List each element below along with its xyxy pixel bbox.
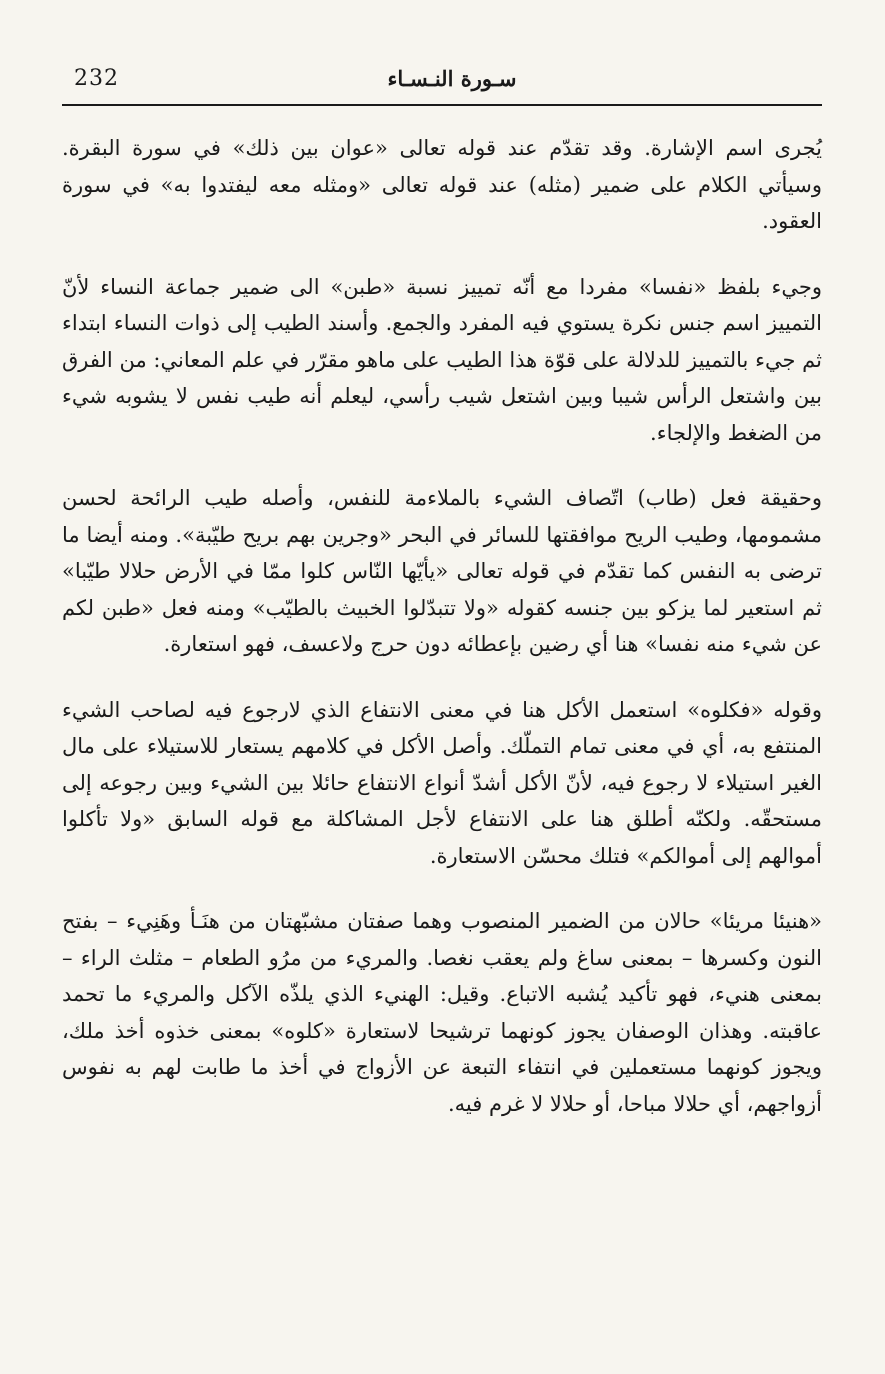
- paragraph-2: وجيء بلفظ «نفسا» مفردا مع أنّه تمييز نسبة «طبن» الى ضمير جماعة النساء لأنّ التمييز اسم جنس نكرة يستوي فيه المفرد والجمع. وأسند الطيب إلى ذوات النساء ابتداء ثم جيء بالتمييز للدلالة على قوّة هذا الطيب على ماهو مقرّر في علم المعاني: من الفرق بين واشتعل الرأس شيبا وبين اشتعل شيب رأسي، ليعلم أنه طيب نفس لا يشوبه شيء من الضغط والإلجاء.: [62, 274, 822, 445]
- paragraph-4: وقوله «فكلوه» استعمل الأكل هنا في معنى الانتفاع الذي لارجوع فيه لصاحب الشيء المنتفع به، أي في معنى تمام التملّك. وأصل الأكل في كلامهم يستعار للاستيلاء على مال الغير استيلاء لا رجوع فيه، لأنّ الأكل أشدّ أنواع الانتفاع حائلا بين الشيء وبين رجوعه إلى مستحقّه. ولكنّه أطلق هنا على الانتفاع لأجل المشاكلة مع قوله السابق «ولا تأكلوا أموالهم إلى أموالكم» فتلك محسّن الاستعارة.: [62, 697, 822, 868]
- paragraph-5: «هنيئا مريئا» حالان من الضمير المنصوب وهما صفتان مشبّهتان من هنَـأ وهَنِيء – بفتح النون وكسرها – بمعنى ساغ ولم يعقب نغصا. والمريء من مرُو الطعام – مثلث الراء – بمعنى هنيء، فهو تأكيد يُشبه الاتباع. وقيل: الهنيء الذي يلذّه الآكل والمريء ما تحمد عاقبته. وهذان الوصفان يجوز كونهما ترشيحا لاستعارة «كلوه» بمعنى خذوه أخذ ملك، ويجوز كونهما مستعملين في انتفاء التبعة عن الأزواج في أخذ ما طابت لهم به نفوس أزواجهم، أي حلالا مباحا، أو حلالا لا غرم فيه.: [62, 909, 822, 1116]
- page-number: 232: [74, 66, 119, 91]
- page-header: [62, 60, 822, 106]
- paragraph-1: يُجرى اسم الإشارة. وقد تقدّم عند قوله تعالى «عوان بين ذلك» في سورة البقرة. وسيأتي الكلام على ضمير (مثله) عند قوله تعالى «ومثله معه ليفتدوا به» في سورة العقود.: [62, 136, 822, 233]
- running-title: سـورة النـسـاء: [387, 66, 517, 91]
- paragraph-3: وحقيقة فعل (طاب) اتّصاف الشيء بالملاءمة للنفس، وأصله طيب الرائحة لحسن مشمومها، وطيب الريح موافقتها للسائر في البحر «وجرين بهم بريح طيّبة». ومنه أيضا ما ترضى به النفس كما تقدّم في قوله تعالى «يأيّها النّاس كلوا ممّا في الأرض حلالا طيّبا» ثم استعير لما يزكو بين جنسه كقوله «ولا تتبدّلوا الخبيث بالطيّب» ومنه فعل «طبن لكم عن شيء منه نفسا» هنا أي رضين بإعطائه دون حرج ولاعسف، فهو استعارة.: [62, 486, 822, 656]
- body-text: [62, 130, 822, 1151]
